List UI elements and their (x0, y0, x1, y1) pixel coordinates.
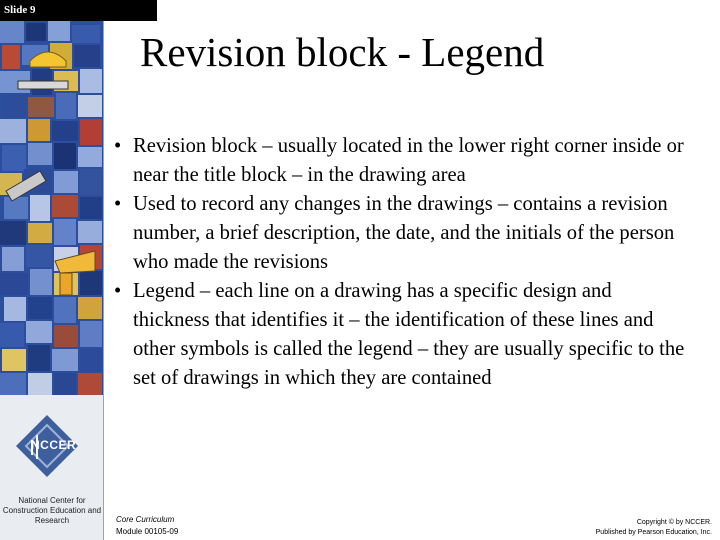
publisher-line: Published by Pearson Education, Inc. (595, 529, 712, 536)
footer-module: Module 00105-09 (116, 527, 179, 536)
bullet-item (112, 190, 692, 277)
footer-course-info (116, 514, 178, 538)
bullet-list (112, 132, 692, 393)
bullet-marker: • (114, 280, 122, 302)
bullet-item (112, 277, 692, 393)
slide-number-label: Slide 9 (0, 0, 157, 21)
organization-name: National Center for Construction Education and Research (2, 496, 102, 525)
footer-copyright (596, 518, 712, 538)
bullet-marker: • (114, 135, 122, 157)
bullet-item (112, 132, 692, 190)
logo-wordmark: NCCER (31, 438, 77, 452)
bullet-text: Legend – each line on a drawing has a specific design and thickness that identifies it – the identification of these lines and other symbols is called the legend – they are usually specific to the set of drawings in which they are contained (133, 280, 685, 389)
bullet-marker: • (114, 193, 122, 215)
slide-title: Revision block - Legend (140, 29, 545, 75)
bullet-text: Used to record any changes in the drawings – contains a revision number, a brief description, the date, and the initials of the person who made the revisions (133, 193, 675, 273)
bullet-text: Revision block – usually located in the lower right corner inside or near the title block – in the drawing area (133, 135, 684, 186)
footer-curriculum: Core Curriculum (116, 515, 175, 524)
copyright-line: Copyright © by NCCER. (636, 519, 712, 526)
sidebar-divider (103, 0, 104, 540)
